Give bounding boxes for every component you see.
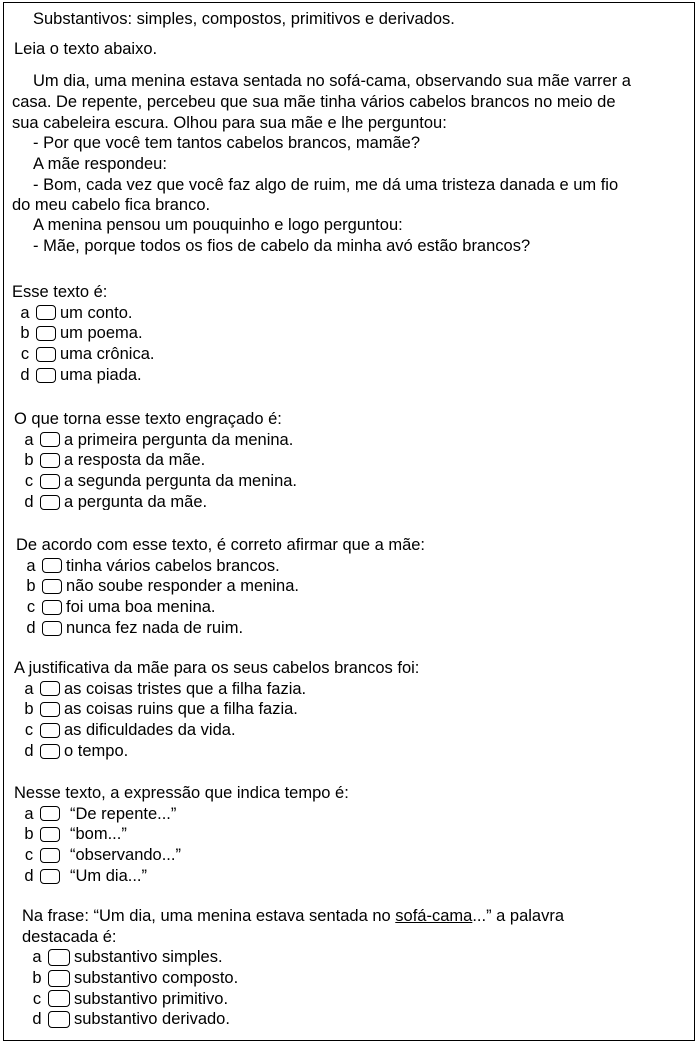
option-text: a primeira pergunta da menina. bbox=[64, 430, 294, 449]
option-letter: a bbox=[26, 556, 36, 575]
answer-checkbox[interactable] bbox=[40, 432, 60, 447]
option-text: um conto. bbox=[60, 303, 133, 322]
option-text: foi uma boa menina. bbox=[66, 598, 216, 617]
option-text: nunca fez nada de ruim. bbox=[66, 618, 244, 637]
story-line: sua cabeleira escura. Olhou para sua mãe e lhe perguntou: bbox=[12, 114, 447, 132]
question-stem: Nesse texto, a expressão que indica tempo é: bbox=[14, 784, 349, 802]
option-letter: c bbox=[32, 989, 42, 1008]
stem-text: Na frase: “Um dia, uma menina estava sentada no bbox=[22, 907, 396, 925]
answer-checkbox[interactable] bbox=[40, 495, 60, 510]
answer-checkbox[interactable] bbox=[36, 368, 56, 383]
option-b[interactable] bbox=[22, 699, 419, 720]
option-a[interactable] bbox=[30, 947, 564, 968]
question-stem: De acordo com esse texto, é correto afirmar que a mãe: bbox=[16, 536, 426, 554]
answer-checkbox[interactable] bbox=[48, 990, 70, 1007]
highlighted-word: sofá-cama bbox=[395, 907, 473, 925]
page-title: Substantivos: simples, compostos, primitivos e derivados. bbox=[33, 10, 455, 28]
question-4 bbox=[14, 658, 419, 762]
option-text: a resposta da mãe. bbox=[64, 451, 206, 470]
option-text: tinha vários cabelos brancos. bbox=[66, 556, 280, 575]
question-2 bbox=[14, 409, 297, 510]
option-letter: a bbox=[32, 948, 42, 966]
answer-checkbox[interactable] bbox=[40, 723, 60, 738]
option-letter: c bbox=[20, 345, 30, 364]
question-stem: O que torna esse texto engraçado é: bbox=[14, 410, 282, 428]
option-a[interactable] bbox=[18, 303, 154, 324]
option-text: as coisas tristes que a filha fazia. bbox=[64, 679, 307, 698]
option-letter: d bbox=[32, 1010, 42, 1029]
answer-checkbox[interactable] bbox=[40, 848, 60, 863]
option-c[interactable] bbox=[24, 597, 425, 618]
option-text: as dificuldades da vida. bbox=[64, 721, 236, 740]
question-3 bbox=[16, 535, 425, 639]
option-letter: d bbox=[24, 741, 34, 760]
option-letter: c bbox=[24, 472, 34, 491]
option-c[interactable] bbox=[30, 989, 564, 1010]
answer-checkbox[interactable] bbox=[40, 744, 60, 759]
option-letter: d bbox=[20, 365, 30, 384]
answer-checkbox[interactable] bbox=[40, 869, 60, 884]
option-c[interactable] bbox=[22, 471, 297, 492]
option-b[interactable] bbox=[22, 824, 349, 845]
option-text: a pergunta da mãe. bbox=[64, 492, 208, 510]
option-letter: b bbox=[24, 700, 34, 719]
question-stem: A justificativa da mãe para os seus cabelos brancos foi: bbox=[14, 659, 420, 677]
option-letter: b bbox=[24, 451, 34, 470]
option-letter: b bbox=[26, 577, 36, 596]
answer-checkbox[interactable] bbox=[48, 1011, 70, 1028]
option-a[interactable] bbox=[22, 804, 349, 825]
option-c[interactable] bbox=[22, 720, 419, 741]
answer-checkbox[interactable] bbox=[42, 579, 62, 594]
option-text: substantivo primitivo. bbox=[74, 989, 229, 1008]
story-line: Um dia, uma menina estava sentada no sofá-cama, observando sua mãe varrer a bbox=[33, 72, 631, 90]
option-letter: b bbox=[20, 324, 30, 343]
answer-checkbox[interactable] bbox=[40, 681, 60, 696]
question-6 bbox=[22, 906, 564, 1030]
option-letter: a bbox=[24, 679, 34, 698]
option-text: o tempo. bbox=[64, 741, 129, 760]
option-text: substantivo simples. bbox=[74, 948, 223, 966]
option-c[interactable] bbox=[18, 344, 154, 365]
option-text: “Um dia...” bbox=[70, 866, 148, 885]
answer-checkbox[interactable] bbox=[36, 305, 56, 320]
option-text: as coisas ruins que a filha fazia. bbox=[64, 700, 298, 719]
option-letter: d bbox=[26, 618, 36, 637]
option-letter: c bbox=[24, 846, 34, 865]
question-5 bbox=[14, 783, 349, 887]
story-line: A menina pensou um pouquinho e logo perguntou: bbox=[33, 216, 403, 234]
answer-checkbox[interactable] bbox=[48, 949, 70, 966]
option-d[interactable] bbox=[18, 365, 154, 386]
story-line: A mãe respondeu: bbox=[33, 155, 167, 173]
option-d[interactable] bbox=[22, 492, 297, 510]
option-letter: d bbox=[24, 492, 34, 510]
story-line: do meu cabelo fica branco. bbox=[12, 196, 211, 214]
option-b[interactable] bbox=[18, 323, 154, 344]
stem-text: ...” a palavra bbox=[472, 907, 565, 925]
option-a[interactable] bbox=[22, 679, 419, 700]
option-letter: c bbox=[26, 598, 36, 617]
question-stem bbox=[22, 906, 564, 927]
story-line: - Bom, cada vez que você faz algo de ruim, me dá uma tristeza danada e um fio bbox=[33, 176, 619, 194]
question-stem: Esse texto é: bbox=[12, 283, 108, 301]
instruction: Leia o texto abaixo. bbox=[14, 40, 158, 58]
question-1 bbox=[12, 282, 154, 386]
option-letter: b bbox=[24, 825, 34, 844]
option-text: uma piada. bbox=[60, 365, 142, 384]
option-letter: a bbox=[24, 430, 34, 449]
option-b[interactable] bbox=[24, 576, 425, 597]
option-letter: c bbox=[24, 721, 34, 740]
option-b[interactable] bbox=[22, 450, 297, 471]
question-stem-continued: destacada é: bbox=[22, 927, 117, 946]
answer-checkbox[interactable] bbox=[40, 806, 60, 821]
option-a[interactable] bbox=[22, 430, 297, 451]
answer-checkbox[interactable] bbox=[42, 600, 62, 615]
option-letter: d bbox=[24, 866, 34, 885]
option-text: substantivo composto. bbox=[74, 968, 239, 987]
option-d[interactable] bbox=[30, 1009, 564, 1030]
story-line: - Mãe, porque todos os fios de cabelo da minha avó estão brancos? bbox=[33, 237, 531, 255]
option-text: substantivo derivado. bbox=[74, 1010, 230, 1029]
option-text: não soube responder a menina. bbox=[66, 577, 299, 596]
option-d[interactable] bbox=[22, 741, 419, 762]
answer-checkbox[interactable] bbox=[40, 474, 60, 489]
option-text: a segunda pergunta da menina. bbox=[64, 472, 298, 491]
answer-checkbox[interactable] bbox=[42, 621, 62, 636]
story-line: - Por que você tem tantos cabelos brancos, mamãe? bbox=[33, 134, 421, 152]
option-text: um poema. bbox=[60, 324, 143, 343]
option-letter: a bbox=[20, 303, 30, 322]
option-d[interactable] bbox=[22, 866, 349, 887]
answer-checkbox[interactable] bbox=[36, 326, 56, 341]
option-text: “bom...” bbox=[70, 825, 127, 844]
story-line: casa. De repente, percebeu que sua mãe tinha vários cabelos brancos no meio de bbox=[12, 93, 616, 111]
option-c[interactable] bbox=[22, 845, 349, 866]
option-text: uma crônica. bbox=[60, 345, 155, 364]
option-d[interactable] bbox=[24, 618, 425, 639]
option-text: “De repente...” bbox=[70, 804, 177, 823]
option-text: “observando...” bbox=[70, 846, 181, 865]
option-letter: a bbox=[24, 804, 34, 823]
answer-checkbox[interactable] bbox=[40, 453, 60, 468]
answer-checkbox[interactable] bbox=[48, 970, 70, 987]
answer-checkbox[interactable] bbox=[36, 347, 56, 362]
answer-checkbox[interactable] bbox=[40, 827, 60, 842]
option-a[interactable] bbox=[24, 556, 425, 577]
answer-checkbox[interactable] bbox=[42, 558, 62, 573]
option-b[interactable] bbox=[30, 968, 564, 989]
answer-checkbox[interactable] bbox=[40, 702, 60, 717]
option-letter: b bbox=[32, 968, 42, 987]
